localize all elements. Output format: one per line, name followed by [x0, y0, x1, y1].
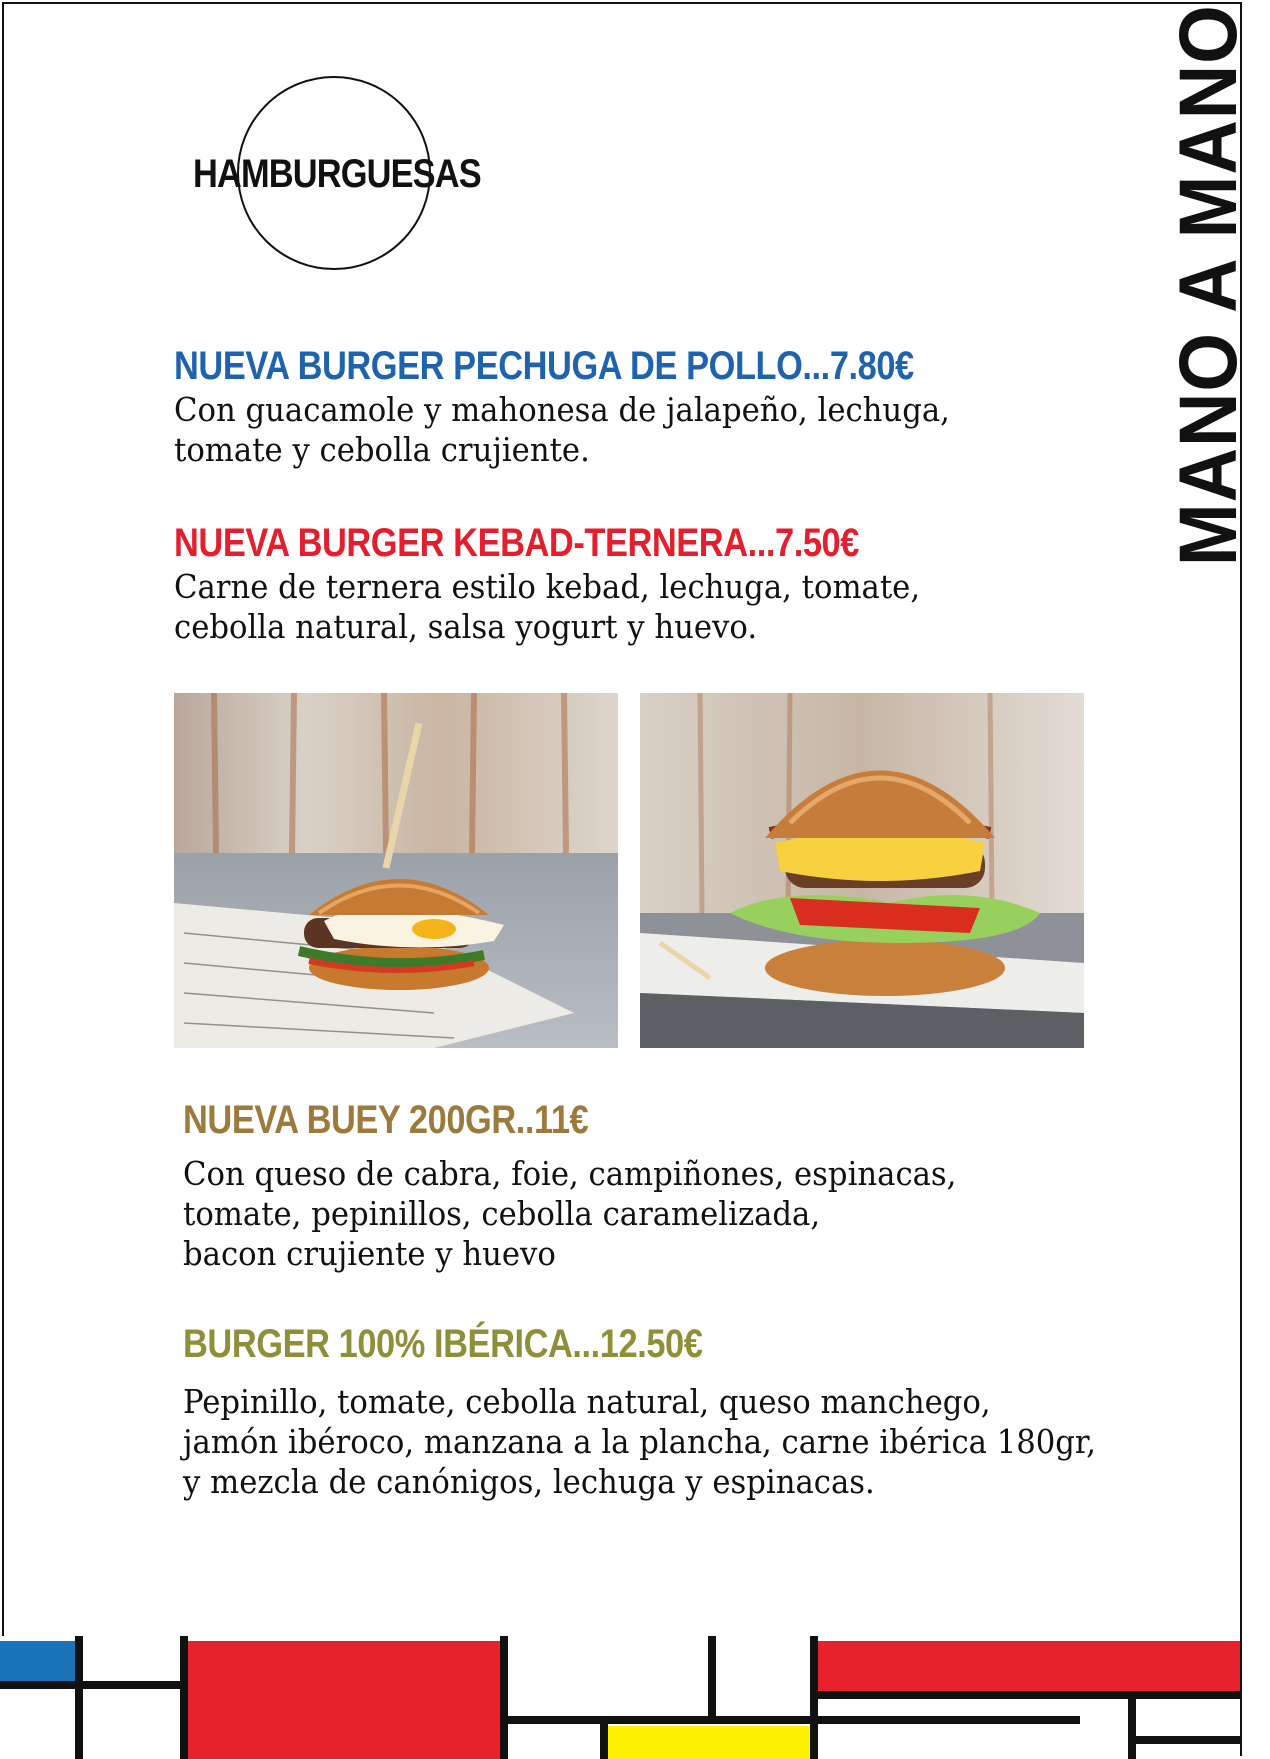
item-description-line: Pepinillo, tomate, cebolla natural, queso manchego,	[183, 1382, 991, 1421]
menu-item-iberica	[183, 1322, 1165, 1502]
item-description	[174, 390, 974, 470]
item-description-line: tomate, pepinillos, cebolla caramelizada,	[183, 1194, 821, 1233]
menu-item-kebad	[174, 521, 976, 647]
section-header	[193, 74, 493, 274]
mondrian-footer-decoration	[0, 1636, 1240, 1759]
item-description-line: y mezcla de canónigos, lechuga y espinacas.	[183, 1462, 875, 1501]
item-description-line: Con guacamole y mahonesa de jalapeño, lechuga,	[174, 390, 950, 429]
item-title: NUEVA BURGER PECHUGA DE POLLO...7.80€	[174, 344, 914, 388]
burger-with-egg-and-skewer-photo	[174, 693, 618, 1048]
section-title: HAMBURGUESAS	[193, 152, 481, 196]
item-description-line: cebolla natural, salsa yogurt y huevo.	[174, 607, 758, 646]
item-title: BURGER 100% IBÉRICA...12.50€	[183, 1322, 703, 1366]
item-description-line: tomate y cebolla crujiente.	[174, 430, 590, 469]
item-description-line: Carne de ternera estilo kebad, lechuga, tomate,	[174, 567, 921, 606]
item-description-line: Con queso de cabra, foie, campiñones, espinacas,	[183, 1154, 957, 1193]
item-title: NUEVA BUEY 200GR..11€	[183, 1098, 589, 1142]
menu-item-pollo	[174, 344, 1034, 470]
cheeseburger-with-bacon-photo	[640, 693, 1084, 1048]
item-title: NUEVA BURGER KEBAD-TERNERA...7.50€	[174, 521, 859, 565]
item-description	[183, 1154, 956, 1274]
item-description	[183, 1382, 1096, 1502]
item-description-line: bacon crujiente y huevo	[183, 1234, 556, 1273]
brand-vertical-title	[1163, 4, 1254, 682]
item-description-line: jamón ibéroco, manzana a la plancha, carne ibérica 180gr,	[183, 1422, 1096, 1461]
item-description	[174, 567, 920, 647]
menu-item-buey	[183, 1098, 1015, 1274]
brand-text: MANO A MANO	[1163, 4, 1254, 566]
